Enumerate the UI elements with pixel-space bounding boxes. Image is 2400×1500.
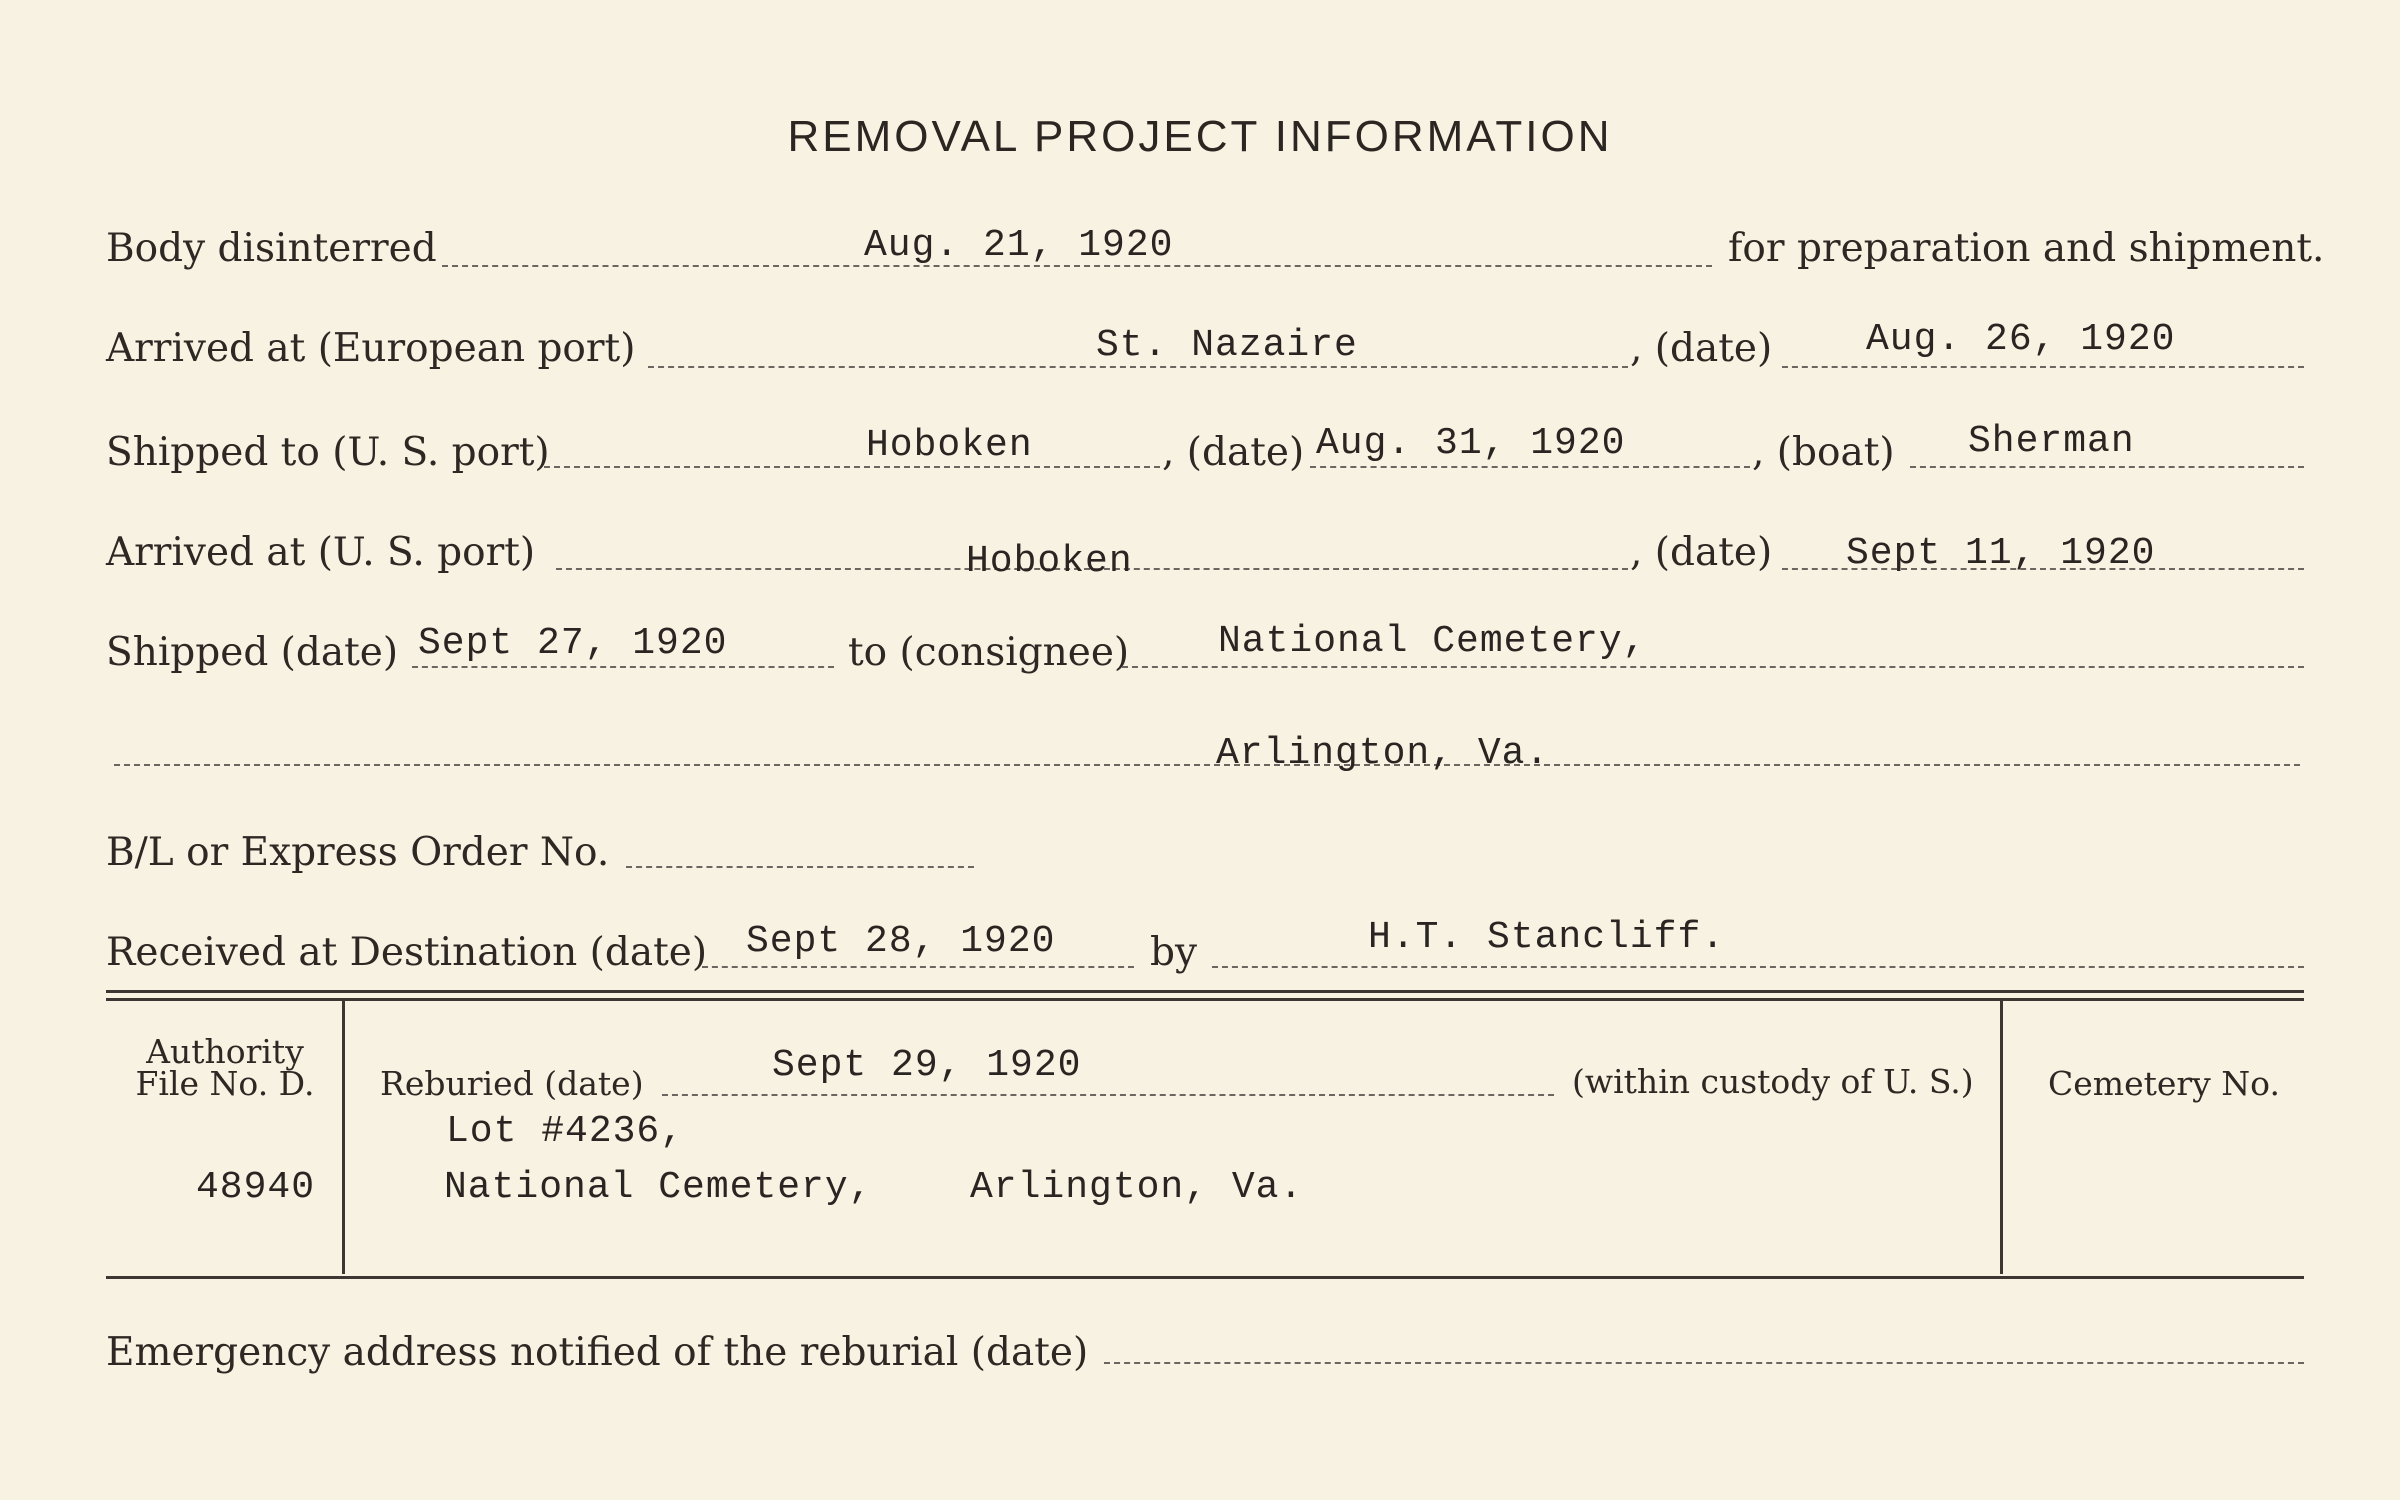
us-port-shipped-date-line <box>1310 466 1750 468</box>
shipped-date-value: Sept 27, 1920 <box>418 622 728 665</box>
card-title: REMOVAL PROJECT INFORMATION <box>787 112 1613 161</box>
reburied-label: Reburied (date) <box>380 1064 644 1103</box>
box-top-rule-1 <box>106 990 2304 993</box>
consignee-continuation-line <box>114 764 2300 766</box>
emergency-label: Emergency address notified of the reburial (date) <box>106 1330 1089 1375</box>
received-date-line <box>702 966 1134 968</box>
box-bottom-rule <box>106 1276 2304 1279</box>
consignee-line <box>1122 666 2304 668</box>
received-by-label: by <box>1150 930 1197 975</box>
authority-file-no: 48940 <box>196 1166 316 1209</box>
reburial-cemetery: National Cemetery, <box>444 1166 873 1209</box>
us-port-shipped-value: Hoboken <box>866 424 1033 467</box>
received-by-value: H.T. Stancliff. <box>1368 916 1726 959</box>
authority-label-2: File No. D. <box>135 1064 315 1103</box>
us-port-arrived-value: Hoboken <box>966 540 1133 583</box>
european-port-date-line <box>1782 366 2304 368</box>
box-divider-left <box>342 1000 345 1274</box>
cemetery-no-label: Cemetery No. <box>2048 1064 2280 1103</box>
body-disinterred-date: Aug. 21, 1920 <box>864 224 1174 267</box>
bl-order-line <box>626 866 974 868</box>
us-port-shipped-line <box>544 466 1160 468</box>
european-port-label: Arrived at (European port) <box>106 326 636 371</box>
european-port-date: Aug. 26, 1920 <box>1866 318 2176 361</box>
bl-order-label: B/L or Express Order No. <box>106 830 610 875</box>
us-port-arrived-date-label: , (date) <box>1630 530 1773 575</box>
shipped-date-label: Shipped (date) <box>106 630 399 675</box>
us-port-arrived-date: Sept 11, 1920 <box>1846 532 2156 575</box>
shipped-date-line <box>412 666 834 668</box>
us-port-arrived-label: Arrived at (U. S. port) <box>106 530 536 575</box>
emergency-line <box>1104 1362 2304 1364</box>
box-divider-right <box>2000 1000 2003 1274</box>
consignee-line-2: Arlington, Va. <box>1216 732 1550 775</box>
box-top-rule-2 <box>106 998 2304 1001</box>
consignee-line-1: National Cemetery, <box>1218 620 1647 663</box>
authority-label-1: Authority <box>146 1032 304 1071</box>
custody-label: (within custody of U. S.) <box>1572 1062 1974 1101</box>
boat-line <box>1910 466 2304 468</box>
reburied-line <box>662 1094 1554 1096</box>
european-port-date-label: , (date) <box>1630 326 1773 371</box>
received-date-label: Received at Destination (date) <box>106 930 708 975</box>
shipment-suffix-label: for preparation and shipment. <box>1728 226 2325 271</box>
us-port-shipped-date-label: , (date) <box>1162 430 1305 475</box>
boat-value: Sherman <box>1968 420 2135 463</box>
received-by-line <box>1212 966 2304 968</box>
reburial-location: Arlington, Va. <box>970 1166 1304 1209</box>
received-date-value: Sept 28, 1920 <box>746 920 1056 963</box>
european-port-value: St. Nazaire <box>1096 324 1358 367</box>
boat-label: , (boat) <box>1752 430 1895 475</box>
reburial-lot: Lot #4236, <box>446 1110 685 1153</box>
reburied-date: Sept 29, 1920 <box>772 1044 1082 1087</box>
body-disinterred-label: Body disinterred <box>106 226 437 271</box>
consignee-label: to (consignee) <box>848 630 1130 675</box>
us-port-shipped-date: Aug. 31, 1920 <box>1316 422 1626 465</box>
us-port-shipped-label: Shipped to (U. S. port) <box>106 430 550 475</box>
